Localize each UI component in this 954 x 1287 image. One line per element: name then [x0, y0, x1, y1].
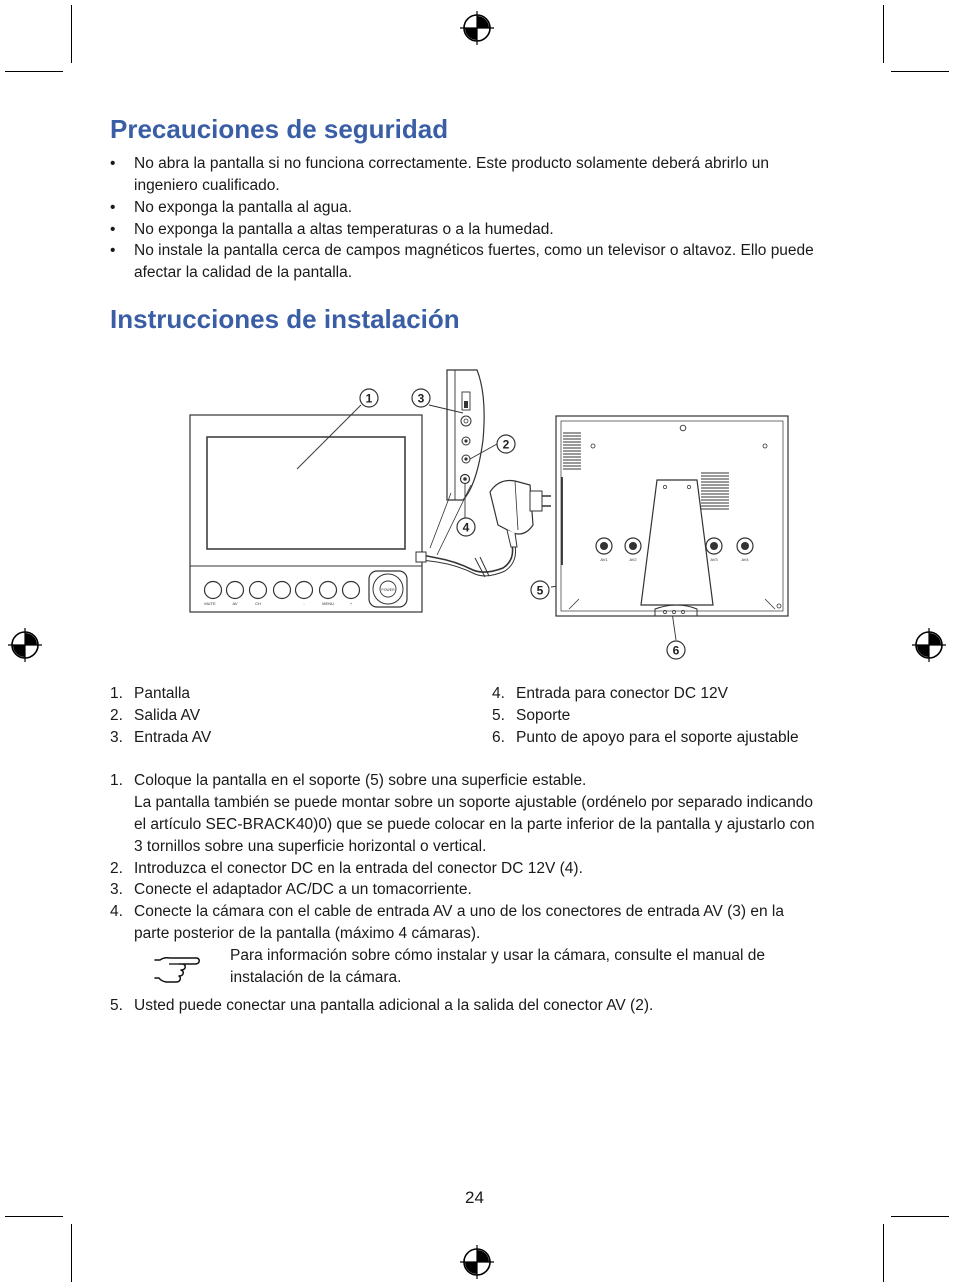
list-item: 1. Pantalla — [110, 685, 191, 702]
registration-mark-bottom — [459, 1244, 495, 1280]
safety-bullet — [110, 219, 860, 241]
bullet-text: No exponga la pantalla al agua. — [134, 199, 353, 216]
note-text: Para información sobre cómo instalar y usar la cámara, consulte el manual de — [230, 947, 766, 964]
safety-heading: Precauciones de seguridad — [110, 114, 449, 144]
registration-mark-right — [911, 627, 947, 663]
step-text: Conecte el adaptador AC/DC a un tomacorriente. — [134, 881, 472, 898]
safety-bullet — [110, 240, 860, 284]
registration-mark-top — [459, 10, 495, 46]
callout-2 — [497, 435, 515, 453]
callout-6 — [667, 641, 685, 659]
step-text: La pantalla también se puede montar sobre un soporte ajustable (ordénelo por separado indicando — [134, 794, 814, 811]
camera-note — [230, 945, 850, 989]
front-button-label: CH — [255, 601, 261, 606]
callout-4 — [457, 518, 475, 536]
bullet-text: ingeniero cualificado. — [134, 177, 280, 194]
front-button-label: - — [303, 601, 305, 606]
installation-diagram — [185, 365, 795, 663]
note-text: instalación de la cámara. — [230, 969, 402, 986]
list-item: 3. Entrada AV — [110, 729, 212, 746]
front-button-label: MENU — [322, 601, 334, 606]
callout-1 — [360, 389, 378, 407]
svg-text:2: 2 — [502, 437, 510, 452]
pointing-hand-icon — [152, 953, 202, 985]
front-button-label: MUTE — [204, 601, 216, 606]
front-button-label: + — [349, 601, 353, 606]
power-adapter — [416, 480, 551, 577]
front-power-label: POWER — [381, 588, 395, 592]
step-text: Usted puede conectar una pantalla adicional a la salida del conector AV (2). — [134, 997, 654, 1014]
monitor-rear — [556, 416, 788, 616]
svg-text:5: 5 — [536, 583, 544, 598]
list-item: 2. Salida AV — [110, 707, 201, 724]
rear-input-label: AV3 — [710, 557, 718, 562]
bullet-text: No instale la pantalla cerca de campos magnéticos fuertes, como un televisor o altavoz. Ello puede — [134, 242, 814, 259]
bullet-dot: • — [110, 221, 116, 238]
step-text: Introduzca el conector DC en la entrada del conector DC 12V (4). — [134, 860, 583, 877]
safety-bullet — [110, 197, 860, 219]
install-heading: Instrucciones de instalación — [110, 304, 460, 334]
bullet-dot: • — [110, 199, 116, 216]
svg-text:1: 1 — [365, 391, 373, 406]
list-item: 5. Soporte — [492, 707, 571, 724]
bullet-text: afectar la calidad de la pantalla. — [134, 264, 353, 281]
rear-input-label: AV4 — [741, 557, 749, 562]
safety-bullet — [110, 153, 860, 197]
registration-mark-left — [7, 627, 43, 663]
install-step: 2. Introduzca el conector DC en la entrada del conector DC 12V (4). — [110, 858, 860, 880]
svg-text:6: 6 — [672, 643, 680, 658]
list-item: 4. Entrada para conector DC 12V — [492, 685, 728, 702]
rear-input-label: AV2 — [629, 557, 637, 562]
callout-3 — [412, 389, 430, 407]
install-step: 4. Conecte la cámara con el cable de entrada AV a uno de los conectores de entrada AV (3) en la parte posterior de la pantalla (máximo 4 cámaras). — [110, 903, 784, 942]
rear-input-label: AV1 — [600, 557, 608, 562]
page-number: 24 — [465, 1188, 484, 1207]
monitor-front — [190, 415, 422, 612]
svg-text:3: 3 — [417, 391, 425, 406]
step-text: parte posterior de la pantalla (máximo 4 cámaras). — [134, 925, 481, 942]
step-text: 3 tornillos sobre una superficie horizontal o vertical. — [134, 838, 487, 855]
list-item: 6. Punto de apoyo para el soporte ajustable — [492, 729, 799, 746]
front-button-label: AV — [232, 601, 238, 606]
callout-5 — [531, 581, 549, 599]
install-step: 5. Usted puede conectar una pantalla adicional a la salida del conector AV (2). — [110, 995, 860, 1017]
step-text: el artículo SEC-BRACK40)0) que se puede colocar en la parte inferior de la pantalla y ajustarlo con — [134, 816, 815, 833]
install-step: 1. Coloque la pantalla en el soporte (5) sobre una superficie estable. La pantalla también se puede montar sobre un soporte ajustable (ordénelo por separado indicando el artículo SEC-BRACK40)0) que se puede colocar en la parte inferior de la pantalla y ajustarlo con 3 tornillos sobre una superficie horizontal o vertical. — [110, 772, 815, 855]
step-text: Conecte la cámara con el cable de entrada AV a uno de los conectores de entrada AV (3) en la — [134, 903, 784, 920]
bullet-dot: • — [110, 242, 116, 259]
bullet-text: No exponga la pantalla a altas temperaturas o a la humedad. — [134, 221, 554, 238]
install-step: 3. Conecte el adaptador AC/DC a un tomacorriente. — [110, 879, 860, 901]
step-text: Coloque la pantalla en el soporte (5) sobre una superficie estable. — [134, 772, 587, 789]
bullet-dot: • — [110, 155, 116, 172]
svg-text:4: 4 — [462, 520, 470, 535]
bullet-text: No abra la pantalla si no funciona correctamente. Este producto solamente deberá abrirlo un — [134, 155, 770, 172]
